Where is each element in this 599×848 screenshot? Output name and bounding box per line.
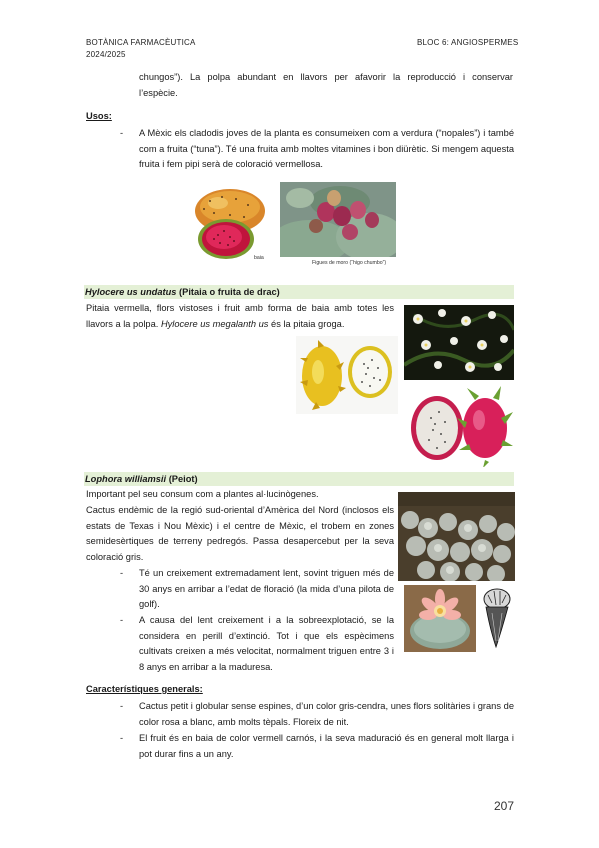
- usos-heading: Usos:: [86, 111, 112, 121]
- yellow-pitaya-image: [296, 336, 398, 414]
- red-pitaya-image: [405, 382, 515, 467]
- lophora-line-1: Important pel seu consum com a plantes al·lucinògenes.: [86, 489, 319, 499]
- lophora-title-italic: Lophora williamsii: [85, 474, 167, 484]
- hylocereus-title-italic: Hylocere us undatus: [85, 287, 177, 297]
- hylocereus-title-rest: (Pitaia o fruita de drac): [176, 287, 280, 297]
- header-block: BLOC 6: ANGIOSPERMES: [417, 38, 519, 47]
- caracteristiques-heading: Característiques generals:: [86, 684, 203, 694]
- caption-baia: baia: [254, 255, 264, 261]
- caracteristiques-bullet-2-mark: -: [120, 733, 124, 743]
- cactus-with-fruits-image: [280, 182, 396, 257]
- page-number: 207: [494, 799, 515, 813]
- usos-item: A Mèxic els cladodis joves de la planta es consumeixen com a verdura (“nopales”) i també com a fruita (“tuna”). Té una fruita amb moltes vitamines i bon diürètic. Si mengem aquesta fruita i fem pipi serà de coloració vermellosa.: [139, 128, 514, 169]
- hylocereus-text-line-2-end: és la pitaia groga.: [268, 319, 345, 329]
- caracteristiques-item-2: El fruit és en baia de color vermell carnós, i la seva maduració és en general molt llarga i pot durar fins a un any.: [139, 733, 514, 759]
- lophora-bullet-1-mark: -: [120, 568, 124, 578]
- usos-bullet: -: [120, 128, 124, 138]
- hylocereus-text-line-2-italic: Hylocere us megalanth us: [160, 319, 269, 329]
- pitaya-flowers-image: [404, 305, 514, 380]
- header-year: 2024/2025: [86, 50, 126, 59]
- lophora-bullet-2-mark: -: [120, 615, 124, 625]
- prickly-pear-fruit-image: [190, 183, 268, 265]
- peyote-root-drawing: [480, 585, 514, 651]
- peyote-field-image: [398, 492, 515, 581]
- lophora-bullet-1: Té un creixement extremadament lent, sovint triguen més de 30 anys en arribar a l’edat de floració (la mida d’una pilota de golf).: [139, 568, 394, 609]
- intro-line-1: chungos”). La polpa abundant en llavors per afavorir la reproducció i conservar: [139, 72, 513, 82]
- caracteristiques-item-1: Cactus petit i globular sense espines, d’un color gris-cendra, unes flors solitàries i grans de color rosa a blanc, amb molts tèpals. Floreix de nit.: [139, 701, 514, 727]
- hylocereus-text-line-2: [86, 317, 344, 333]
- intro-line-2: l’espècie.: [139, 88, 178, 98]
- header-title: BOTÀNICA FARMACÈUTICA: [86, 38, 196, 47]
- caption-figues: Figues de moro (“higo chumbo”): [312, 260, 387, 266]
- caracteristiques-bullet-1-mark: -: [120, 701, 124, 711]
- hylocereus-text-line-2-start: llavors a la polpa.: [86, 319, 161, 329]
- hylocereus-text-line-1: Pitaia vermella, flors vistoses i fruit amb forma de baia amb totes les: [86, 303, 394, 313]
- hylocereus-heading: [85, 285, 280, 299]
- lophora-heading: [85, 472, 198, 486]
- lophora-bullet-2: A causa del lent creixement i a la sobreexplotació, se la considera en perill d’extinció. Tot i que els espècimens cultivats creixen a més velocitat, normalment triguen entre 3 i 8 anys en arribar a la maduresa.: [139, 615, 394, 672]
- peyote-flower-image: [404, 585, 476, 652]
- lophora-title-rest: (Peiot): [166, 474, 198, 484]
- lophora-line-2: Cactus endèmic de la regió sud-oriental d’Amèrica del Nord (inclosos els estats de Texas i Nou Mèxic) i el centre de Mèxic, el trobem en zones semidesèrtiques de terreny pedregós. Passa desapercebut per la seva coloració gris.: [86, 505, 394, 562]
